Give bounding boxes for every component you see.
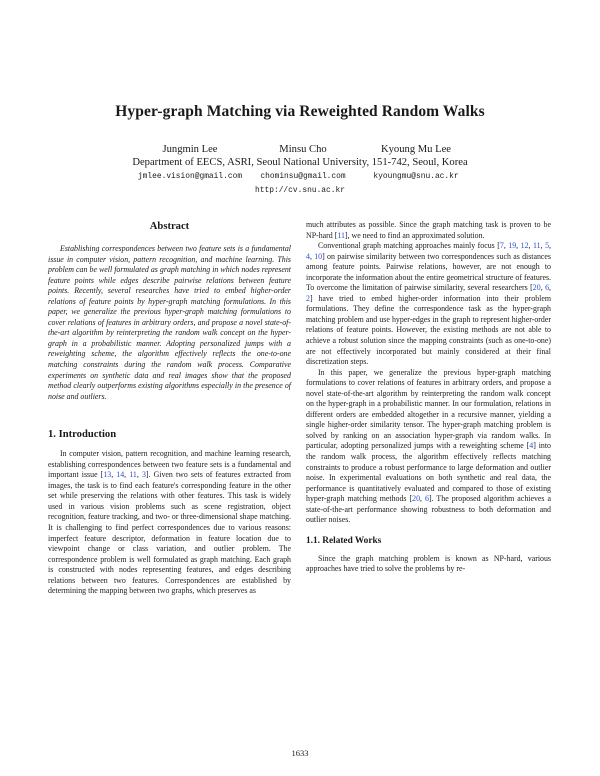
author-email: jmlee.vision@gmail.com: [137, 172, 243, 181]
citation-link[interactable]: 20: [532, 283, 541, 293]
citation-link[interactable]: 6: [545, 283, 550, 293]
text-run: ] have tried to embed higher-order information into their problem formulations. They define the correspondence task as the hyper-graph matching problem and use hyper-edges in the graph to represent higher-order relations of feature points. However, the existing methods are not able to achieve a robust solution since the mapping constraints (such as one-to-one) are not effectively incorporated but mainly considered at their final discretization steps.: [306, 293, 551, 367]
citation-link[interactable]: 12: [520, 241, 529, 251]
citation-link[interactable]: 3: [141, 470, 146, 480]
text-run: much attributes as possible. Since the graph matching task is proven to be NP-hard [: [306, 220, 551, 240]
text-run: In this paper, we generalize the previous hyper-graph matching formulations to cover relations of features in arbitrary orders, and propose a novel state-of-the-art algorithm by reinterpreting the random walk concept on the hyper-graph in a probabilistic manner. In our formulation, relations in different orders are embedded altogether in a recursive manner, yielding a single higher-order similarity tensor. The hyper-graph matching problem is solved by ranking on an association hyper-graph via random walks. In particular, adopting personalized jumps with a reweighting scheme [: [306, 367, 551, 451]
text-run: ]. Given two sets of features extracted from images, the task is to find each feature's corresponding feature in the other set while preserving the relations with other features. This task is widely used in various vision problems such as scene registration, object recognition, feature tracking, and two- or three-dimensional shape matching. It is challenging to find perfect correspondences due to various reasons: imperfect feature descriptor, deformation in feature location due to viewpoint change or class variation, and outlier problem. The correspondence problem is well formulated as graph matching. Each graph is constructed with nodes representing features, and edges describing relations between two features. Correspondences are established by determining the mapping between two graphs, which preserves as: [48, 470, 291, 596]
left-column: [48, 220, 291, 597]
text-run: ] on pairwise similarity between two correspondences such as distances among feature points. Pairwise relations, however, are not enough to incorporate the information about the entire geometrical structure of features. To overcome the limitation of pairwise similarity, several researchers [: [306, 251, 551, 293]
citation-link[interactable]: 13: [103, 470, 112, 480]
text-run: ]. The proposed algorithm achieves a state-of-the-art performance showing robustness to both deformation and outlier noises.: [306, 494, 551, 525]
intro-paragraph-2: Conventional graph matching approaches mainly focus [7, 19, 12, 11, 5, 4, 10] on pairwise similarity between two correspondences such as distances among feature points. Pairwise relations, however, are not enough to incorporate the information about the entire geometrical structure of features. To overcome the limitation of pairwise similarity, several researchers [20, 6, 2] have tried to embed higher-order information into their problem formulations. They define the correspondence task as the hyper-graph matching problem and use hyper-edges in the graph to represent higher-order relations of feature points. However, the existing methods are not able to achieve a robust solution since the mapping constraints (such as one-to-one) are not effectively incorporated but mainly considered at their final discretization steps.: [306, 241, 552, 367]
text-run: Conventional graph matching approaches mainly focus [: [318, 241, 500, 251]
intro-paragraph-3: In this paper, we generalize the previous hyper-graph matching formulations to cover relations of features in arbitrary orders, and propose a novel state-of-the-art algorithm by reinterpreting the random walk concept on the hyper-graph in a probabilistic manner. In our formulation, relations in different orders are embedded altogether in a recursive manner, yielding a single higher-order similarity tensor. The hyper-graph matching problem is solved by ranking on an association hyper-graph via random walks. In particular, adopting personalized jumps with a reweighting scheme [4] into the random walk process, the algorithm effectively reflects matching constraints to produce a robust performance to large deformation and outlier noise. In experimental evaluations on both synthetic and real data, the performance is quantitatively evaluated and compared to those of existing hyper-graph matching methods [20, 6]. The proposed algorithm achieves a state-of-the-art performance showing robustness to both deformation and outlier noises.: [306, 367, 551, 525]
intro-paragraph-1: In computer vision, pattern recognition, and machine learning research, establishing correspondences between two feature sets is a fundamental and important issue [13, 14, 11, 3]. Given two sets of features extracted from images, the task is to find each feature's corresponding feature in the other set while preserving the relations with other features. This task is widely used in various vision problems such as scene registration, object recognition, feature tracking, and two- or three-dimensional shape matching. It is challenging to find perfect correspondences due to various reasons: imperfect feature descriptor, deformation in feature location due to viewpoint change or class variation, and outlier problem. The correspondence problem is well formulated as graph matching. Each graph is constructed with nodes representing features, and edges describing relations between two features. Correspondences are established by determining the mapping between two graphs, which preserves as: [48, 449, 291, 596]
abstract-heading: Abstract: [149, 221, 190, 232]
affiliation: Department of EECS, ASRI, Seoul National University, 151-742, Seoul, Korea: [132, 157, 468, 168]
abstract-text: Establishing correspondences between two feature sets is a fundamental issue in computer vision, pattern recognition, and machine learning. This problem can be well formulated as graph matching in which nodes represent feature points while edges describe pairwise relations between feature points. Recently, several researches have tried to embed higher-order relations of feature points by hyper-graph matching formulations. In this paper, we generalize the previous hyper-graph matching formulations to cover relations of features in arbitrary orders, and propose a novel state-of-the-art algorithm by reinterpreting the random walk concept on the hyper-graph in a probabilistic manner. Adopting personalized jumps with a reweighting scheme, the algorithm effectively reflects the one-to-one matching constraints during the random walk process. Comparative experiments on synthetic data and real images show that the proposed method clearly outperforms existing algorithms especially in the presence of noise and outliers.: [48, 244, 291, 401]
author-name: Kyoung Mu Lee: [380, 144, 452, 155]
citation-link[interactable]: 11: [533, 241, 541, 251]
citation-link[interactable]: 11: [129, 470, 137, 480]
text-run: In computer vision, pattern recognition, and machine learning research, establishing correspondences between two feature sets is a fundamental and important issue [: [48, 449, 291, 480]
citation-link[interactable]: 10: [314, 251, 323, 261]
citation-link[interactable]: 2: [306, 293, 310, 303]
author-name: Jungmin Lee: [162, 144, 218, 155]
subsection-heading-related-works: 1.1. Related Works: [306, 535, 382, 546]
citation-link[interactable]: 20: [412, 494, 421, 504]
paper-title: Hyper-graph Matching via Reweighted Random Walks: [115, 103, 485, 120]
lab-url: http://cv.snu.ac.kr: [255, 186, 345, 195]
intro-paragraph-1-continued: [306, 220, 551, 241]
citation-link[interactable]: 4: [529, 441, 534, 451]
author-name: Minsu Cho: [279, 144, 327, 155]
right-column: [306, 220, 551, 575]
citation-link[interactable]: 4: [306, 251, 310, 261]
related-paragraph-1: Since the graph matching problem is known as NP-hard, various approaches have tried to solve the problems by re-: [306, 553, 551, 574]
text-run: ] into the random walk process, the algorithm effectively reflects matching constraints to produce a robust performance to large deformation and outlier noise. In experimental evaluations on both synthetic and real data, the performance is quantitatively evaluated and compared to those of existing hyper-graph matching methods [: [306, 441, 551, 504]
author-email: kyoungmu@snu.ac.kr: [373, 172, 459, 181]
text-run: ], we need to find an approximated solution.: [344, 230, 485, 240]
citation-link[interactable]: 19: [508, 241, 517, 251]
citation-link[interactable]: 5: [545, 241, 550, 251]
citation-link[interactable]: 14: [116, 470, 125, 480]
citation-link[interactable]: 11: [337, 230, 345, 240]
section-heading-introduction: 1. Introduction: [48, 429, 117, 441]
citation-link[interactable]: 6: [425, 494, 429, 504]
author-email: chominsu@gmail.com: [260, 172, 346, 181]
page-number: 1633: [291, 748, 309, 758]
citation-link[interactable]: 7: [499, 241, 504, 251]
